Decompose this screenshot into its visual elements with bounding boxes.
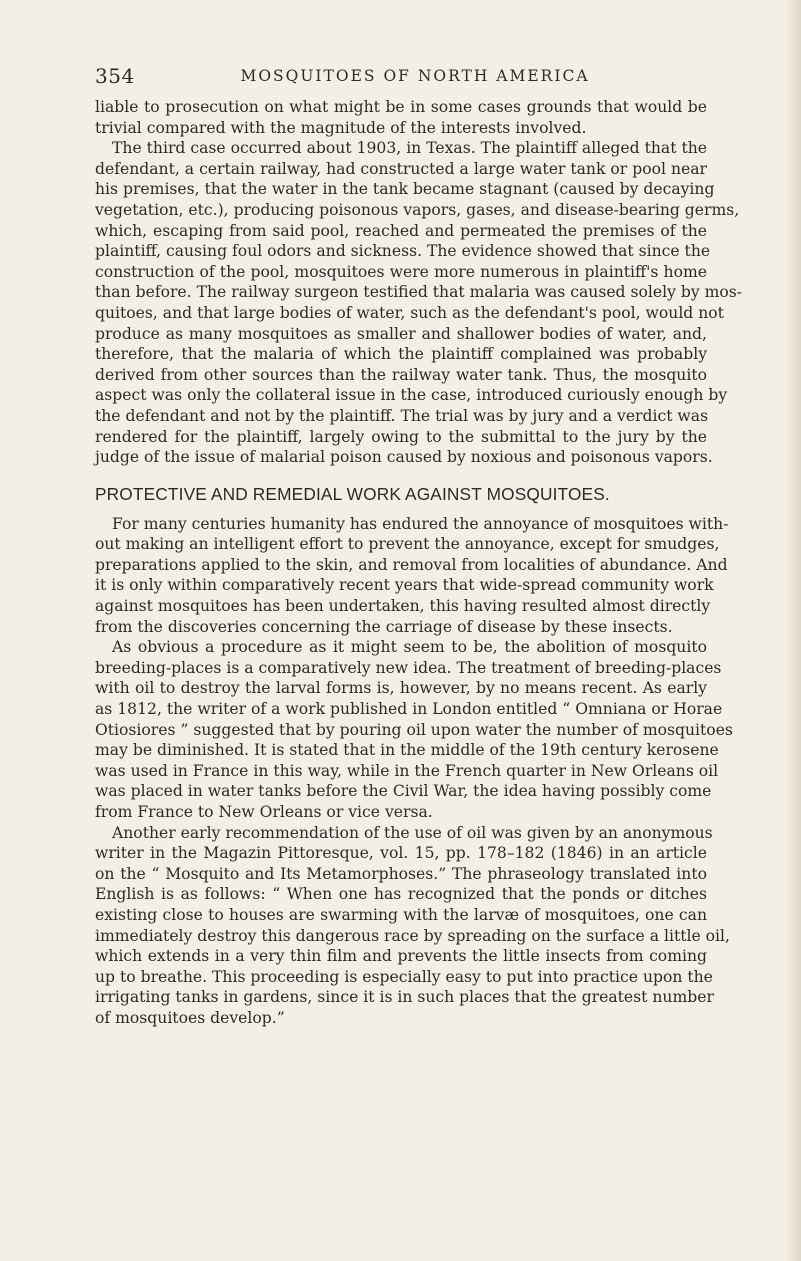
paragraph [95, 823, 730, 1029]
text-line: breeding-places is a comparatively new idea. The treatment of breeding-places [95, 658, 722, 677]
text-line: vegetation, etc.), producing poisonous vapors, gases, and disease-bearing germs, [95, 200, 740, 219]
text-line: which extends in a very thin film and prevents the little insects from coming [95, 947, 707, 966]
text-line: may be diminished. It is stated that in the middle of the 19th century kerosene [95, 741, 719, 760]
text-line: For many centuries humanity has endured the annoyance of mosquitoes with- [112, 514, 729, 533]
text-line: was used in France in this way, while in the French quarter in New Orleans oil [95, 761, 719, 780]
paragraph [95, 514, 729, 638]
text-line: English is as follows: “ When one has recognized that the ponds or ditches [95, 885, 707, 904]
text-line: plaintiff, causing foul odors and sickness. The evidence showed that since the [95, 242, 711, 261]
page-header [95, 64, 735, 90]
text-line: his premises, that the water in the tank became stagnant (caused by decaying [95, 180, 715, 199]
text-line: rendered for the plaintiff, largely owing to the submittal to the jury by the [95, 427, 707, 446]
text-line: writer in the Magazin Pittoresque, vol. 15, pp. 178–182 (1846) in an article [95, 844, 707, 863]
paragraph [95, 637, 733, 822]
text-line: than before. The railway surgeon testified that malaria was caused solely by mos- [95, 283, 743, 302]
text-line: Another early recommendation of the use of oil was given by an anonymous [112, 823, 713, 842]
text-line: from the discoveries concerning the carriage of disease by these insects. [95, 617, 673, 636]
text-line: it is only within comparatively recent years that wide-spread community work [95, 576, 714, 595]
text-line: produce as many mosquitoes as smaller and shallower bodies of water, and, [95, 324, 707, 343]
text-line: from France to New Orleans or vice versa. [95, 803, 433, 821]
text-line: up to breathe. This proceeding is especially easy to put into practice upon the [95, 967, 713, 986]
text-line: quitoes, and that large bodies of water, such as the defendant's pool, would not [95, 303, 724, 322]
text-line: liable to prosecution on what might be in some cases grounds that would be [95, 98, 707, 116]
text-line: Otiosiores ” suggested that by pouring oil upon water the number of mosquitoes [95, 720, 733, 739]
text-line: was placed in water tanks before the Civil War, the idea having possibly come [95, 782, 712, 801]
section-heading: PROTECTIVE AND REMEDIAL WORK AGAINST MOSQUITOES. [95, 483, 610, 504]
page-number: 354 [95, 64, 135, 88]
paragraph [95, 138, 743, 468]
paragraph [95, 97, 707, 138]
text-line: the defendant and not by the plaintiff. The trial was by jury and a verdict was [95, 406, 709, 425]
text-line: existing close to houses are swarming with the larvæ of mosquitoes, one can [95, 905, 707, 924]
text-line: with oil to destroy the larval forms is, however, by no means recent. As early [95, 679, 707, 698]
page-edge-shadow [785, 0, 801, 1261]
text-line: construction of the pool, mosquitoes were more numerous in plaintiff's home [95, 262, 707, 281]
text-line: trivial compared with the magnitude of the interests involved. [95, 118, 587, 137]
text-line: derived from other sources than the railway water tank. Thus, the mosquito [95, 365, 707, 384]
text-line: therefore, that the malaria of which the plaintiff complained was probably [95, 345, 707, 364]
page-body [95, 97, 743, 1029]
text-line: on the “ Mosquito and Its Metamorphoses.” The phraseology translated into [95, 864, 707, 883]
text-line: which, escaping from said pool, reached and permeated the premises of the [95, 221, 707, 240]
text-line: aspect was only the collateral issue in the case, introduced curiously enough by [95, 386, 728, 405]
text-line: as 1812, the writer of a work published in London entitled “ Omniana or Horae [95, 700, 723, 719]
text-line: against mosquitoes has been undertaken, this having resulted almost directly [95, 597, 711, 616]
text-line: As obvious a procedure as it might seem to be, the abolition of mosquito [112, 638, 707, 657]
text-line: judge of the issue of malarial poison caused by noxious and poisonous vapors. [95, 448, 713, 467]
text-line: The third case occurred about 1903, in Texas. The plaintiff alleged that the [112, 139, 707, 158]
text-line: immediately destroy this dangerous race by spreading on the surface a little oil, [95, 926, 730, 945]
running-head: MOSQUITOES OF NORTH AMERICA [240, 67, 590, 85]
text-line: of mosquitoes develop.” [95, 1008, 285, 1027]
text-line: defendant, a certain railway, had constructed a large water tank or pool near [95, 159, 707, 178]
text-line: preparations applied to the skin, and removal from localities of abundance. And [95, 555, 728, 574]
text-line: irrigating tanks in gardens, since it is in such places that the greatest number [95, 988, 714, 1007]
text-line: out making an intelligent effort to prevent the annoyance, except for smudges, [95, 535, 720, 554]
